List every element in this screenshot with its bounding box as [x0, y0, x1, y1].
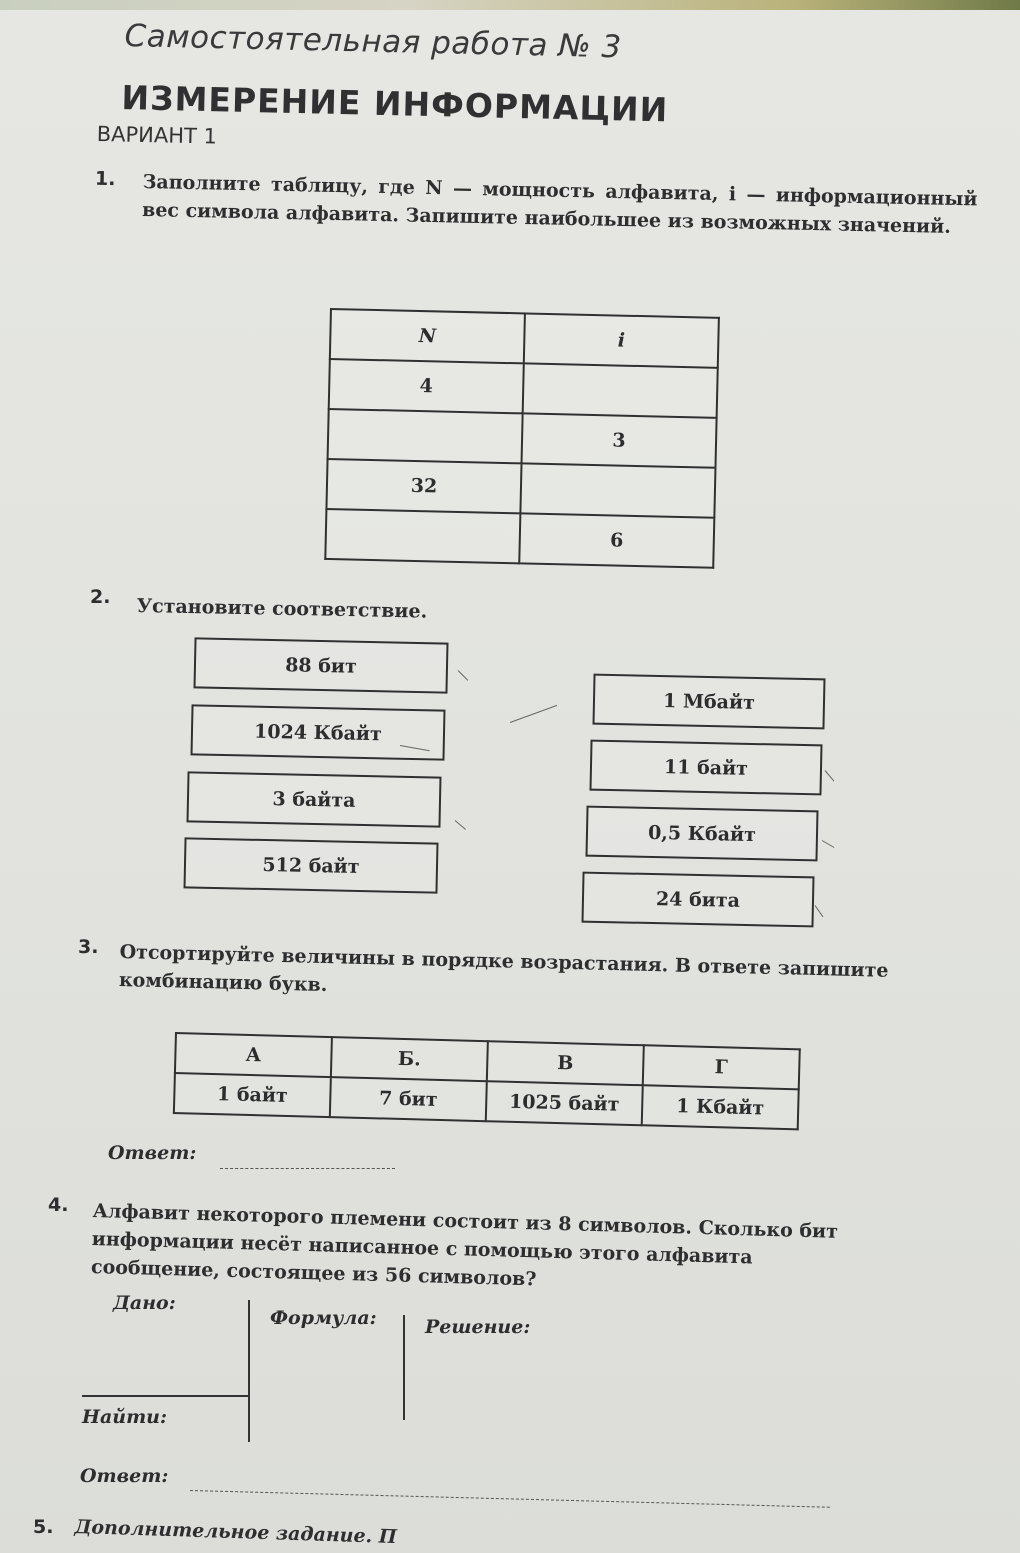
value-cell: 1025 байт [486, 1081, 643, 1125]
match-right-item[interactable]: 0,5 Кбайт [585, 806, 818, 862]
cell-i[interactable] [520, 463, 715, 517]
cell-i[interactable] [523, 363, 718, 417]
match-left-item[interactable]: 3 байта [186, 771, 441, 827]
divider-line [403, 1315, 405, 1420]
task4-answer-label: Ответ: [80, 1465, 169, 1487]
table-row [325, 509, 714, 568]
table-header-row [330, 309, 719, 368]
letter-cell: Г [643, 1045, 800, 1089]
letter-cell: А [175, 1033, 332, 1077]
pencil-mark [510, 705, 557, 723]
task1-number: 1. [94, 167, 116, 191]
divider-line [248, 1300, 250, 1442]
cell-i[interactable]: 3 [522, 413, 717, 467]
cell-n[interactable] [328, 409, 523, 463]
task1-text: Заполните таблицу, где N — мощность алфавита, i — информационный вес символа алфавита. Запишите наибольшее из возможных значений. [141, 170, 978, 238]
task3-answer-line[interactable] [220, 1168, 395, 1169]
topic-title: ИЗМЕРЕНИЕ ИНФОРМАЦИИ [121, 78, 669, 130]
match-left-item[interactable]: 88 бит [193, 637, 448, 693]
task5-number: 5. [33, 1516, 54, 1538]
match-left-item[interactable]: 512 байт [183, 837, 438, 893]
table-row [328, 409, 717, 468]
task3-text: Отсортируйте величины в порядке возрастания. В ответе запишите комбинацию букв. [118, 940, 889, 997]
alphabet-table [324, 308, 720, 569]
pencil-mark [822, 840, 835, 848]
pencil-mark [825, 770, 835, 781]
worksheet-page [0, 10, 1020, 1553]
task3-answer-label: Ответ: [108, 1142, 197, 1164]
match-right-item[interactable]: 24 бита [581, 872, 814, 928]
given-label: Дано: [113, 1292, 176, 1314]
task4-number: 4. [48, 1194, 69, 1216]
value-cell: 1 байт [174, 1073, 331, 1117]
formula-label: Формула: [270, 1307, 377, 1329]
pencil-mark [815, 905, 824, 917]
header-i: i [524, 313, 719, 367]
given-find-divider [82, 1395, 248, 1397]
task4-answer-line[interactable] [190, 1490, 830, 1508]
solution-label: Решение: [425, 1316, 531, 1338]
task2-number: 2. [90, 586, 111, 608]
letter-cell: В [487, 1041, 644, 1085]
pencil-mark [455, 820, 466, 830]
cell-n[interactable]: 4 [329, 359, 524, 413]
task4-text: Алфавит некоторого племени состоит из 8 символов. Сколько бит информации несёт написанное с помощью этого алфавита сообщение, состоящее из 56 символов? [90, 1199, 839, 1291]
pencil-mark [458, 670, 469, 681]
work-title: Самостоятельная работа № 3 [124, 18, 623, 66]
table-row [329, 359, 718, 418]
value-cell: 7 бит [330, 1077, 487, 1121]
task2-text: Установите соответствие. [136, 594, 428, 623]
header-n: N [330, 309, 525, 363]
match-right-item[interactable]: 1 Мбайт [592, 674, 825, 730]
variant-label: ВАРИАНТ 1 [96, 122, 218, 149]
match-left-item[interactable]: 1024 Кбайт [190, 704, 445, 760]
cell-i[interactable]: 6 [519, 513, 714, 567]
match-right-item[interactable]: 11 байт [589, 740, 822, 796]
task5-text: Дополнительное задание. П [74, 1515, 398, 1549]
sort-table [173, 1032, 801, 1130]
table-row [326, 459, 715, 518]
value-cell: 1 Кбайт [642, 1085, 799, 1129]
task3-number: 3. [78, 936, 99, 958]
cell-n[interactable] [325, 509, 520, 563]
cell-n[interactable]: 32 [326, 459, 521, 513]
letter-cell: Б. [331, 1037, 488, 1081]
find-label: Найти: [82, 1406, 168, 1428]
